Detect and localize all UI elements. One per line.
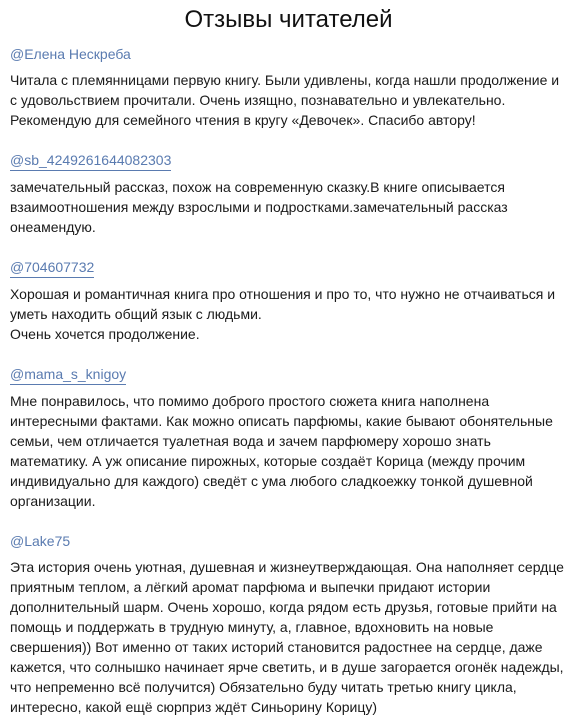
review-item bbox=[10, 150, 567, 237]
review-text: замечательный рассказ, похож на современную сказку.В книге описывается взаимоотношения между взрослыми и подростками.замечательный рассказ онеамендую. bbox=[10, 179, 508, 235]
review-text: Хорошая и романтичная книга про отношения и про то, что нужно не отчаиваться и уметь находить общий язык с людьми. Очень хочется продолжение. bbox=[10, 286, 556, 342]
review-text: Мне понравилось, что помимо доброго простого сюжета книга наполнена интересными фактами. Как можно описать парфюмы, какие бывают обонятельные семьи, чем отличается туалетная вода и зачем парфюмеру хорошо знать математику. А уж описание пирожных, которые создаёт Корица (между прочим индивидуально для каждого) сведёт с ума любого сладкоежку тонкой душевной организации. bbox=[10, 393, 553, 509]
review-item bbox=[10, 44, 567, 130]
review-author-link[interactable]: @mama_s_knigoy bbox=[10, 364, 126, 385]
review-author-link[interactable]: @sb_4249261644082303 bbox=[10, 150, 171, 171]
review-author-link[interactable]: @704607732 bbox=[10, 257, 94, 278]
review-text: Эта история очень уютная, душевная и жизнеутверждающая. Она наполняет сердце приятным теплом, а лёгкий аромат парфюма и выпечки придают истории дополнительный шарм. Очень хорошо, когда рядом есть друзья, готовые прийти на помощь и поддержать в трудную минуту, а, главное, вдохновить на новые свершения)) Вот именно от таких историй становится радостнее на сердце, даже кажется, что солнышко начинает ярче светить, и в душе загорается огонёк надежды, что непременно всё получится) Обязательно буду читать третью книгу цикла, интересно, какой ещё сюрприз ждёт Синьорину Корицу) bbox=[10, 559, 564, 715]
reviews-list bbox=[10, 44, 567, 717]
review-author-link[interactable]: @Елена Нескреба bbox=[10, 46, 131, 62]
review-author-link[interactable]: @Lake75 bbox=[10, 533, 71, 549]
page-title: Отзывы читателей bbox=[184, 6, 393, 33]
review-item bbox=[10, 364, 567, 511]
review-item bbox=[10, 257, 567, 344]
review-item bbox=[10, 531, 567, 717]
review-text: Читала с племянницами первую книгу. Были удивлены, когда нашли продолжение и с удовольствием прочитали. Очень изящно, познавательно и увлекательно. Рекомендую для семейного чтения в кругу «Девочек». Спасибо автору! bbox=[10, 72, 560, 128]
